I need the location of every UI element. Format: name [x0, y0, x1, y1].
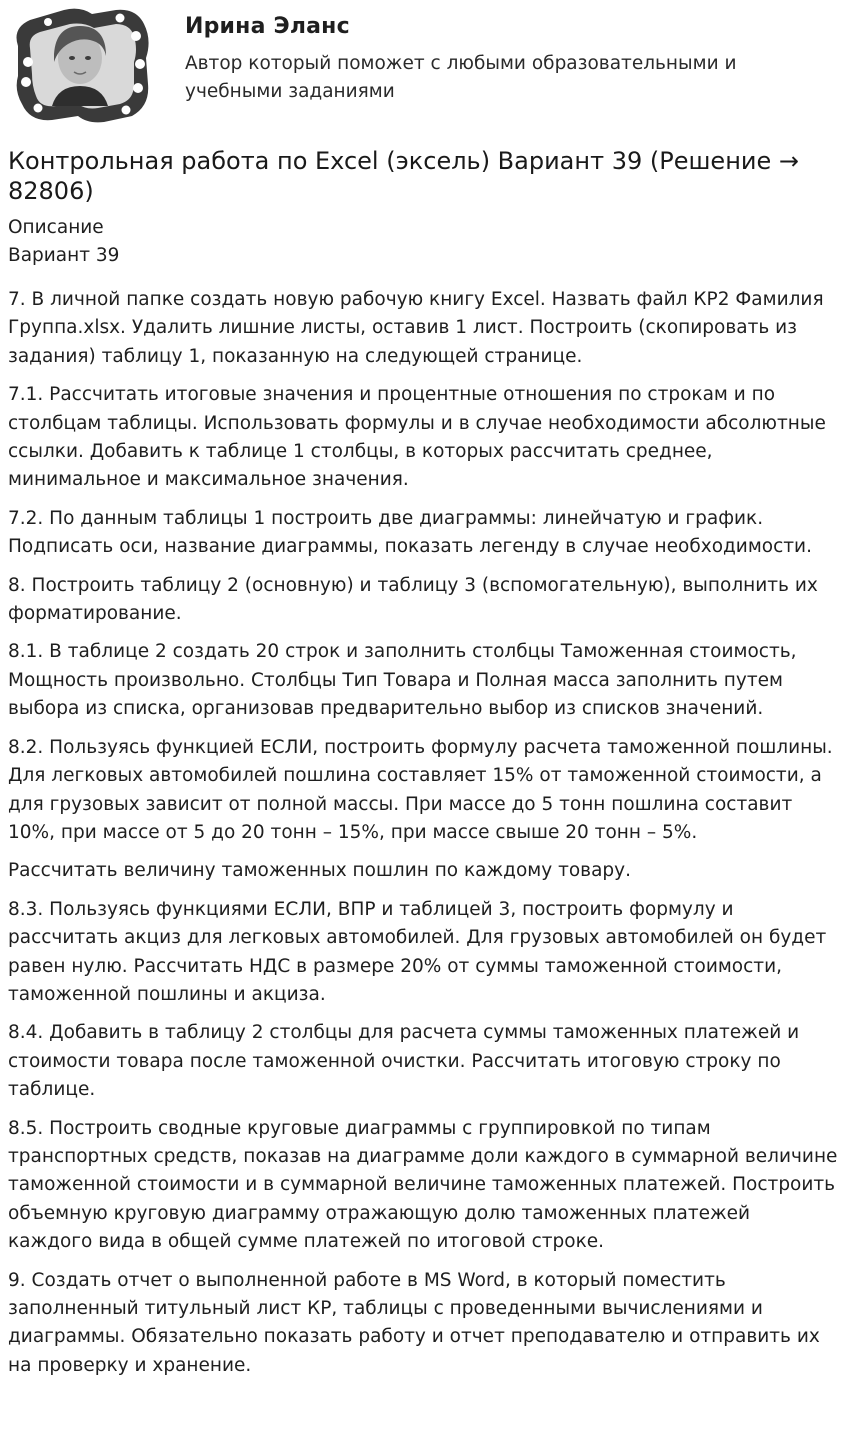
document-content — [8, 146, 840, 1380]
paragraph-task-8-4: 8.4. Добавить в таблицу 2 столбцы для расчета суммы таможенных платежей и стоимости товара после таможенной очистки. Рассчитать итоговую строку по таблице. — [8, 1022, 800, 1101]
paragraph-task-8-5: 8.5. Построить сводные круговые диаграммы с группировкой по типам транспортных средств, показав на диаграмме доли каждого в суммарной величине таможенной стоимости и в суммарной величине таможенных платежей. Построить объемную круговую диаграмму отражающую долю таможенных платежей каждого вида в общей сумме платежей по итоговой строке. — [8, 1117, 838, 1253]
paragraph-task-8-1: 8.1. В таблице 2 создать 20 строк и заполнить столбцы Таможенная стоимость, Мощность произвольно. Столбцы Тип Товара и Полная масса заполнить путем выбора из списка, организовав предварительно выбор из списков значений. — [8, 641, 797, 720]
paragraph-task-9: 9. Создать отчет о выполненной работе в MS Word, в который поместить заполненный титульный лист КР, таблицы с проведенными вычислениями и диаграммы. Обязательно показать работу и отчет преподавателю и отправить их на проверку и хранение. — [8, 1269, 820, 1376]
author-card — [8, 6, 839, 126]
paragraph-task-7-2: 7.2. По данным таблицы 1 построить две диаграммы: линейчатую и график. Подписать оси, название диаграммы, показать легенду в случае необходимости. — [8, 507, 812, 558]
section-label: Описание — [8, 217, 104, 238]
paragraph-task-8-3: 8.3. Пользуясь функциями ЕСЛИ, ВПР и таблицей 3, построить формулу и рассчитать акциз для легковых автомобилей. Для грузовых автомобилей он будет равен нулю. Рассчитать НДС в размере 20% от суммы таможенной стоимости, таможенной пошлины и акциза. — [8, 898, 827, 1005]
author-description: Автор который поможет с любыми образовательными и учебными заданиями — [185, 53, 737, 102]
author-name[interactable]: Ирина Эланс — [185, 14, 350, 39]
paragraph-task-8: 8. Построить таблицу 2 (основную) и таблицу 3 (вспомогательную), выполнить их форматирование. — [8, 574, 818, 625]
variant-label: Вариант 39 — [8, 245, 120, 266]
paragraph-task-7-1: 7.1. Рассчитать итоговые значения и процентные отношения по строкам и по столбцам таблицы. Использовать формулы и в случае необходимости абсолютные ссылки. Добавить к таблице 1 столбцы, в которых рассчитать среднее, минимальное и максимальное значения. — [8, 384, 826, 491]
film-frame-avatar-image — [8, 6, 152, 124]
document-title: Контрольная работа по Excel (эксель) Вариант 39 (Решение → 82806) — [8, 147, 799, 205]
paragraph-duty-calc: Рассчитать величину таможенных пошлин по каждому товару. — [8, 860, 631, 882]
paragraph-task-8-2: 8.2. Пользуясь функцией ЕСЛИ, построить формулу расчета таможенной пошлины. Для легковых автомобилей пошлина составляет 15% от таможенной стоимости, а для грузовых зависит от полной массы. При массе до 5 тонн пошлина составит 10%, при массе от 5 до 20 тонн – 15%, при массе свыше 20 тонн – 5%. — [8, 736, 833, 843]
paragraph-task-7: 7. В личной папке создать новую рабочую книгу Excel. Назвать файл КР2 Фамилия Группа.xlsx. Удалить лишние листы, оставив 1 лист. Построить (скопировать из задания) таблицу 1, показанную на следующей странице. — [8, 289, 824, 367]
author-avatar[interactable] — [8, 6, 152, 124]
